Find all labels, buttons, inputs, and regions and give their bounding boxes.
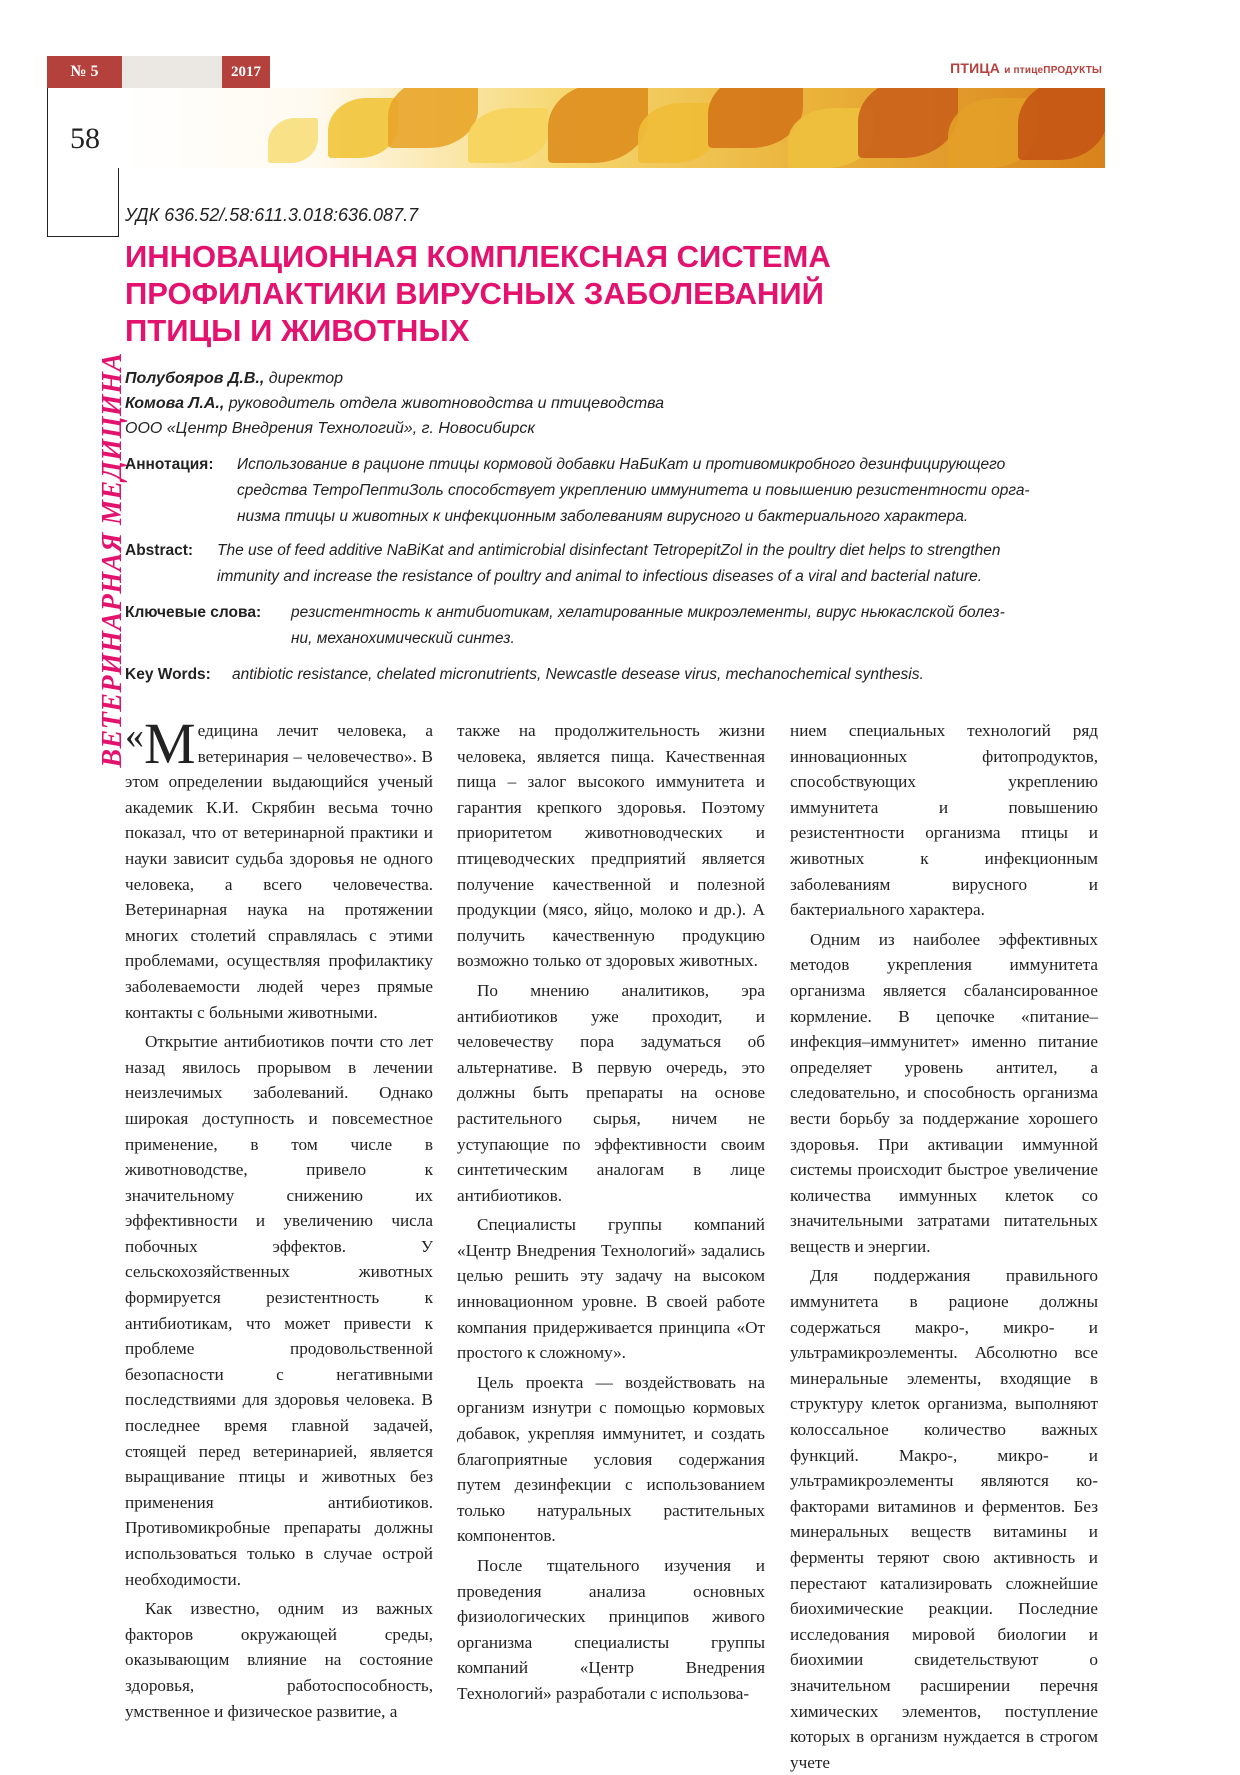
udk-code: УДК 636.52/.58:611.3.018:636.087.7 <box>125 205 419 225</box>
body-column-3 <box>790 718 1098 1775</box>
abstract-line: The use of feed additive NaBiKat and antimicrobial disinfectant TetropepitZol in the poultry diet helps to strengthen <box>217 542 1001 559</box>
paragraph: После тщательного изучения и проведения анализа основных физиологических принципов живого организма специалисты группы компаний «Центр Внедрения Технологий» разработали с использова- <box>457 1556 765 1703</box>
paragraph: По мнению аналитиков, эра антибиотиков уже проходит, и человечеству пора задуматься об альтернативе. В первую очередь, это должны быть препараты на основе растительного сырья, ничем не уступающие по эффективности своим синтетическим аналогам в лице антибиотиков. <box>457 980 765 1205</box>
annotation-line: низма птицы и животных к инфекционным заболеваниям вирусного и бактериального характера. <box>237 508 969 525</box>
magazine-name <box>950 60 1102 76</box>
keywords-ru-line: ни, механохимический синтез. <box>291 630 515 647</box>
paragraph: Специалисты группы компаний «Центр Внедрения Технологий» задались целью решить эту задачу на высоком инновационном уровне. В своей работе компания придерживается принципа «От простого к сложному». <box>457 1215 765 1363</box>
magazine-name-secondary: и птицеПРОДУКТЫ <box>1004 65 1102 76</box>
keywords-ru-label: Ключевые слова: <box>125 604 262 621</box>
paragraph: нием специальных технологий ряд инновационных фитопродуктов, способствующих укреплению иммунитета и повышению резистентности организма птицы и животных к инфекционным заболеваниям вирусного и бактериального характера. <box>790 721 1098 920</box>
paragraph: Как известно, одним из важных факторов окружающей среды, оказывающим влияние на состояние здоровья, работоспособность, умственное и физическое развитие, а <box>125 1599 433 1721</box>
annotation-text <box>237 452 1030 530</box>
title-line: ИННОВАЦИОННАЯ КОМПЛЕКСНАЯ СИСТЕМА <box>125 239 831 274</box>
author <box>125 391 664 416</box>
abstract-label: Abstract: <box>125 542 194 559</box>
keywords-en-text: antibiotic resistance, chelated micronutrients, Newcastle desease virus, mechanochemical synthesis. <box>232 666 924 683</box>
paragraph: Цель проекта — воздействовать на организм изнутри с помощью кормовых добавок, укрепляя иммунитет, и создать благоприятные условия содержания путем дезинфекции с использованием только натуральных растительных компонентов. <box>457 1372 765 1546</box>
author-role: директор <box>264 370 343 387</box>
article-title <box>125 238 1025 349</box>
authors-block <box>125 366 664 441</box>
page-number-frame <box>47 88 119 237</box>
magazine-name-main: ПТИЦА <box>950 60 1001 76</box>
annotation-label: Аннотация: <box>125 456 214 473</box>
body-column-2 <box>457 718 765 1707</box>
title-line: ПТИЦЫ И ЖИВОТНЫХ <box>125 313 470 348</box>
abstract-text <box>217 538 1001 590</box>
author-name: Полубояров Д.В., <box>125 370 265 387</box>
keywords-en-label: Key Words: <box>125 666 211 683</box>
paragraph: Для поддержания правильного иммунитета в рационе должны содержаться макро-, микро- и ультрамикроэлементы. Абсолютно все минеральные элементы, входящие в структуру клеток организма, выполняют колоссальное количество важных функций. Макро-, микро- и ультрамикроэлементы являются ко-факторами витаминов и ферментов. Без минеральных веществ витамины и ферменты теряют свою активность и перестают катализировать сложнейшие биохимические реакции. Последние исследования мировой биологии и биохимии свидетельствуют о значительном расширении перечня химических элементов, поступление которых в организм нуждается в строгом учете <box>790 1266 1098 1772</box>
drop-quote: « <box>125 715 144 757</box>
annotation-line: Использование в рационе птицы кормовой добавки НаБиКат и противомикробного дезинфицирующего <box>237 456 1006 473</box>
body-column-1 <box>125 711 433 1724</box>
paragraph: Открытие антибиотиков почти сто лет назад явилось прорывом в лечении неизлечимых заболеваний. Однако широкая доступность и повсеместное применение, в том числе в животноводстве, привело к значительному снижению их эффективности и увеличению числа побочных эффектов. У сельскохозяйственных животных формируется резистентность к антибиотикам, что может привести к проблеме продовольственной безопасности с негативными последствиями для здоровья человека. В последнее время главной задачей, стоящей перед ветеринарией, является выращивание птицы и животных без применения антибиотиков. Противомикробные препараты должны использоваться только в случае острой необходимости. <box>125 1032 433 1589</box>
paragraph: также на продолжительность жизни человека, является пища. Качественная пища – залог высокого иммунитета и гарантия крепкого здоровья. Поэтому приоритетом животноводческих и птицеводческих предприятий является получение качественной и полезной продукции (мясо, яйцо, молоко и др.). А получить качественную продукцию возможно только от здоровых животных. <box>457 721 765 971</box>
keywords-ru-text <box>291 600 1005 652</box>
issue-number: № 5 <box>47 56 122 88</box>
author-role: руководитель отдела животноводства и птицеводства <box>224 395 665 412</box>
keywords-ru-line: резистентность к антибиотикам, хелатированные микроэлементы, вирус ньюкаслской болез- <box>291 604 1005 621</box>
issue-header <box>47 56 270 88</box>
drop-cap: М <box>144 711 196 776</box>
author-name: Комова Л.А., <box>125 395 225 412</box>
section-label-text: ВЕТЕРИНАРНАЯ МЕДИЦИНА <box>97 352 128 768</box>
autumn-leaves-banner <box>118 88 1105 168</box>
page-number: 58 <box>70 122 100 155</box>
paragraph: Одним из наиболее эффективных методов укрепления иммунитета организма является сбалансированное кормление. В цепочке «питание–инфекция–иммунитет» именно питание определяет уровень антител, а следовательно, и способность организма вести борьбу за поддержание хорошего здоровья. При активации иммунной системы происходит быстрое увеличение количества иммунных клеток со значительными затратами питательных веществ и энергии. <box>790 929 1098 1256</box>
annotation-line: средства ТетроПептиЗоль способствует укреплению иммунитета и повышению резистентности орга- <box>237 482 1030 499</box>
abstract-line: immunity and increase the resistance of poultry and animal to infectious diseases of a viral and bacterial nature. <box>217 568 983 585</box>
author <box>125 366 664 391</box>
title-line: ПРОФИЛАКТИКИ ВИРУСНЫХ ЗАБОЛЕВАНИЙ <box>125 276 824 311</box>
issue-year: 2017 <box>222 56 270 88</box>
paragraph-text: едицина лечит человека, а ветеринария – человечество». В этом определении выдающийся ученый академик К.И. Скрябин весьма точно показал, что от ветеринарной практики и науки зависит судьба здоровья не одного человека, а всего человечества. Ветеринарная наука на протяжении многих столетий справлялась с этими проблемами, осуществляя профилактику заболеваемости людей через прямые контакты с больными животными. <box>125 721 433 1022</box>
affiliation: ООО «Центр Внедрения Технологий», г. Новосибирск <box>125 420 535 437</box>
paragraph <box>125 711 433 1025</box>
